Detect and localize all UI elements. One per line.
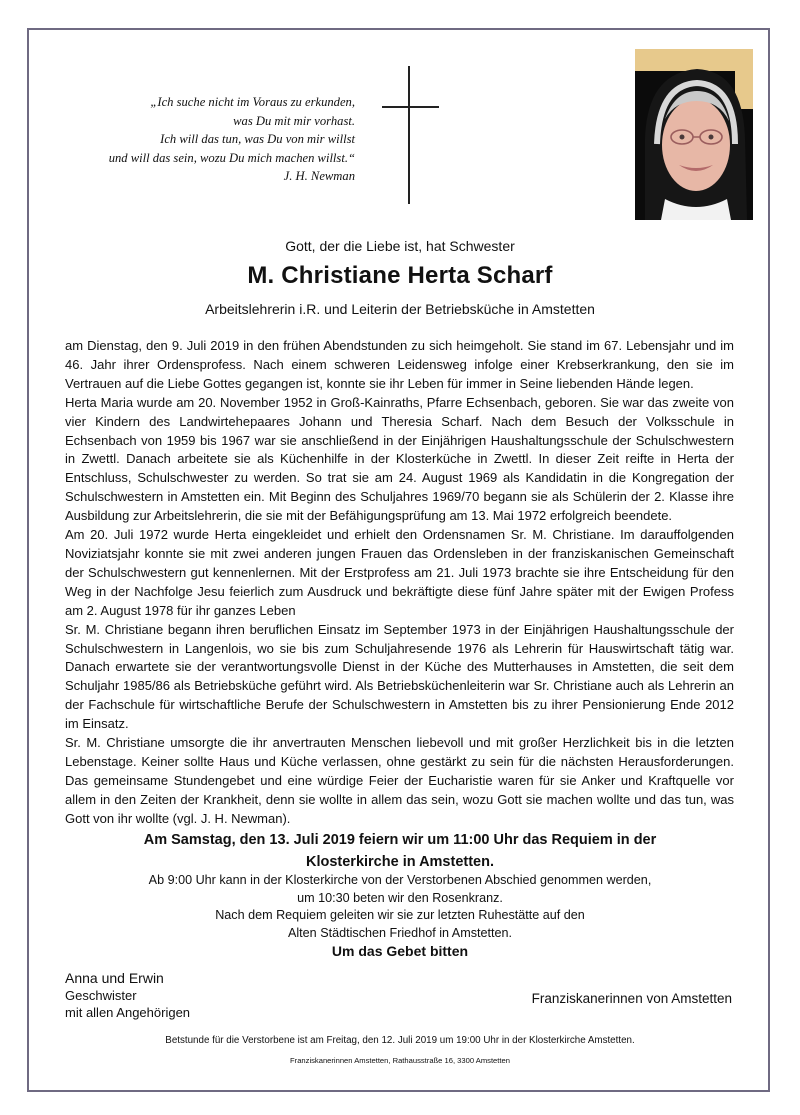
requiem-info-line: Alten Städtischen Friedhof in Amstetten. [287, 925, 512, 940]
mourner-names: Anna und Erwin [65, 970, 164, 986]
requiem-info-line: Ab 9:00 Uhr kann in der Klosterkirche von der Verstorbenen Abschied genommen werden, [148, 873, 652, 887]
quote-line: was Du mit mir vorhast. [233, 113, 355, 128]
requiem-title-line: Klosterkirche in Amstetten. [305, 854, 494, 870]
requiem-info [0, 872, 800, 942]
deceased-role: Arbeitslehrerin i.R. und Leiterin der Betriebsküche in Amstetten [205, 301, 595, 317]
religious-order: Franziskanerinnen von Amstetten [531, 991, 732, 1006]
quote-line: „Ich suche nicht im Voraus zu erkunden, [150, 95, 355, 109]
requiem-title-line: Am Samstag, den 13. Juli 2019 feiern wir um 11:00 Uhr das Requiem in der [143, 832, 657, 848]
biography [65, 337, 734, 829]
bio-paragraph: Herta Maria wurde am 20. November 1952 in Groß-Kainraths, Pfarre Echsenbach, geboren. Sie war das zweite von vier Kindern des Landwirtehepaares Johann und Theresia Scharf. Nach dem Besuch der Volksschule in Echsenbach von 1959 bis 1967 war sie anschließend in der Einjährigen Haushaltungsschule der Schulschwestern in Zwettl. Danach arbeitete sie als Küchenhilfe in der Klosterküche in Zwettl. In dieser Zeit reifte in Herta der Entschluss, Schulschwester zu werden. So trat sie am 24. August 1969 als Kandidatin in die Kongregation der Schulschwestern in Amstetten ein. Mit Beginn des Schuljahres 1969/70 begann sie als Schülerin der 2. Klasse ihre Ausbildung zur Arbeitslehrerin, die sie mit der Befähigungsprüfung am 13. Mai 1972 erfolgreich beendete. [65, 394, 734, 524]
bio-paragraph: Am 20. Juli 1972 wurde Herta eingekleidet und erhielt den Ordensnamen Sr. M. Christiane. Im darauffolgenden Noviziatsjahr konnte sie mit zwei anderen jungen Frauen das Ordensleben in der franziskanischen Gemeinschaft der Schulschwestern gut kennenlernen. Mit der Erstprofess am 21. Juli 1973 brachte sie ihre Entscheidung für den Weg in der Nachfolge Jesu feierlich zum Ausdruck und bekräftigte diese fünf Jahre später mit der Ewigen Profess am 2. August 1978 für ihr ganzes Leben [65, 527, 734, 618]
requiem-info-line: um 10:30 beten wir den Rosenkranz. [297, 890, 503, 905]
prayer-hour-note: Betstunde für die Verstorbene ist am Freitag, den 12. Juli 2019 um 19:00 Uhr in der Klosterkirche Amstetten. [165, 1035, 635, 1046]
quote-author: J. H. Newman [283, 169, 355, 183]
bio-paragraph: Sr. M. Christiane begann ihren beruflichen Einsatz im September 1973 in der Einjährigen Haushaltungsschule der Schulschwestern in Langenlois, wo sie bis zum Schuljahresende 1976 als Lehrerin für Hauswirtschaft tätig war. Danach erwartete sie der verantwortungsvolle Dienst in der Küche des Mutterhauses in Amstetten, die seit dem Schuljahr 1985/86 als Betriebsküche geführt wird. Als Betriebsküchenleiterin war Sr. Christiane auch als Lehrerin an der Fachschule für wirtschaftliche Berufe der Schulschwestern in Amstetten bis zu ihrer Pensionierung Ende 2012 im Einsatz. [65, 621, 734, 732]
deceased-name: M. Christiane Herta Scharf [247, 262, 553, 289]
newman-quote [109, 93, 355, 186]
mourner-extra: mit allen Angehörigen [65, 1005, 191, 1020]
bio-paragraph: Sr. M. Christiane umsorgte die ihr anvertrauten Menschen liebevoll und mit großer Herzlichkeit bis in die letzten Lebenstage. Keiner sollte Haus und Küche verlassen, ohne gestärkt zu sein für die nächsten Herausforderungen. Das gemeinsame Stundengebet und eine würdige Feier der Eucharistie waren für sie Anker und Kraftquelle vor allem in den Zeiten der Krankheit, denn sie wollte in allem das sein, wozu Gott sie machen wollte und das tun, was Gott von ihr wollte (vgl. J. H. Newman). [65, 735, 734, 826]
quote-line: und will das sein, wozu Du mich machen willst.“ [108, 150, 355, 165]
portrait-photo [635, 49, 753, 220]
requiem-title [0, 829, 800, 873]
intro-line: Gott, der die Liebe ist, hat Schwester [285, 238, 515, 254]
quote-line: Ich will das tun, was Du von mir willst [160, 132, 355, 146]
order-address: Franziskanerinnen Amstetten, Rathausstraße 16, 3300 Amstetten [290, 1056, 510, 1065]
prayer-request: Um das Gebet bitten [331, 943, 469, 959]
bio-paragraph: am Dienstag, den 9. Juli 2019 in den frühen Abendstunden zu sich heimgeholt. Sie stand im 67. Lebensjahr und im 46. Jahr ihrer Ordensprofess. Nach einem schweren Leidensweg infolge einer Krebserkrankung, den sie im Vertrauen auf die Liebe Gottes gegangen ist, konnte sie ihr Leben für immer in Seine liebenden Hände legen. [65, 338, 734, 391]
requiem-info-line: Nach dem Requiem geleiten wir sie zur letzten Ruhestätte auf den [215, 908, 585, 922]
mourner-relation: Geschwister [65, 988, 137, 1003]
mourners [65, 970, 190, 1021]
